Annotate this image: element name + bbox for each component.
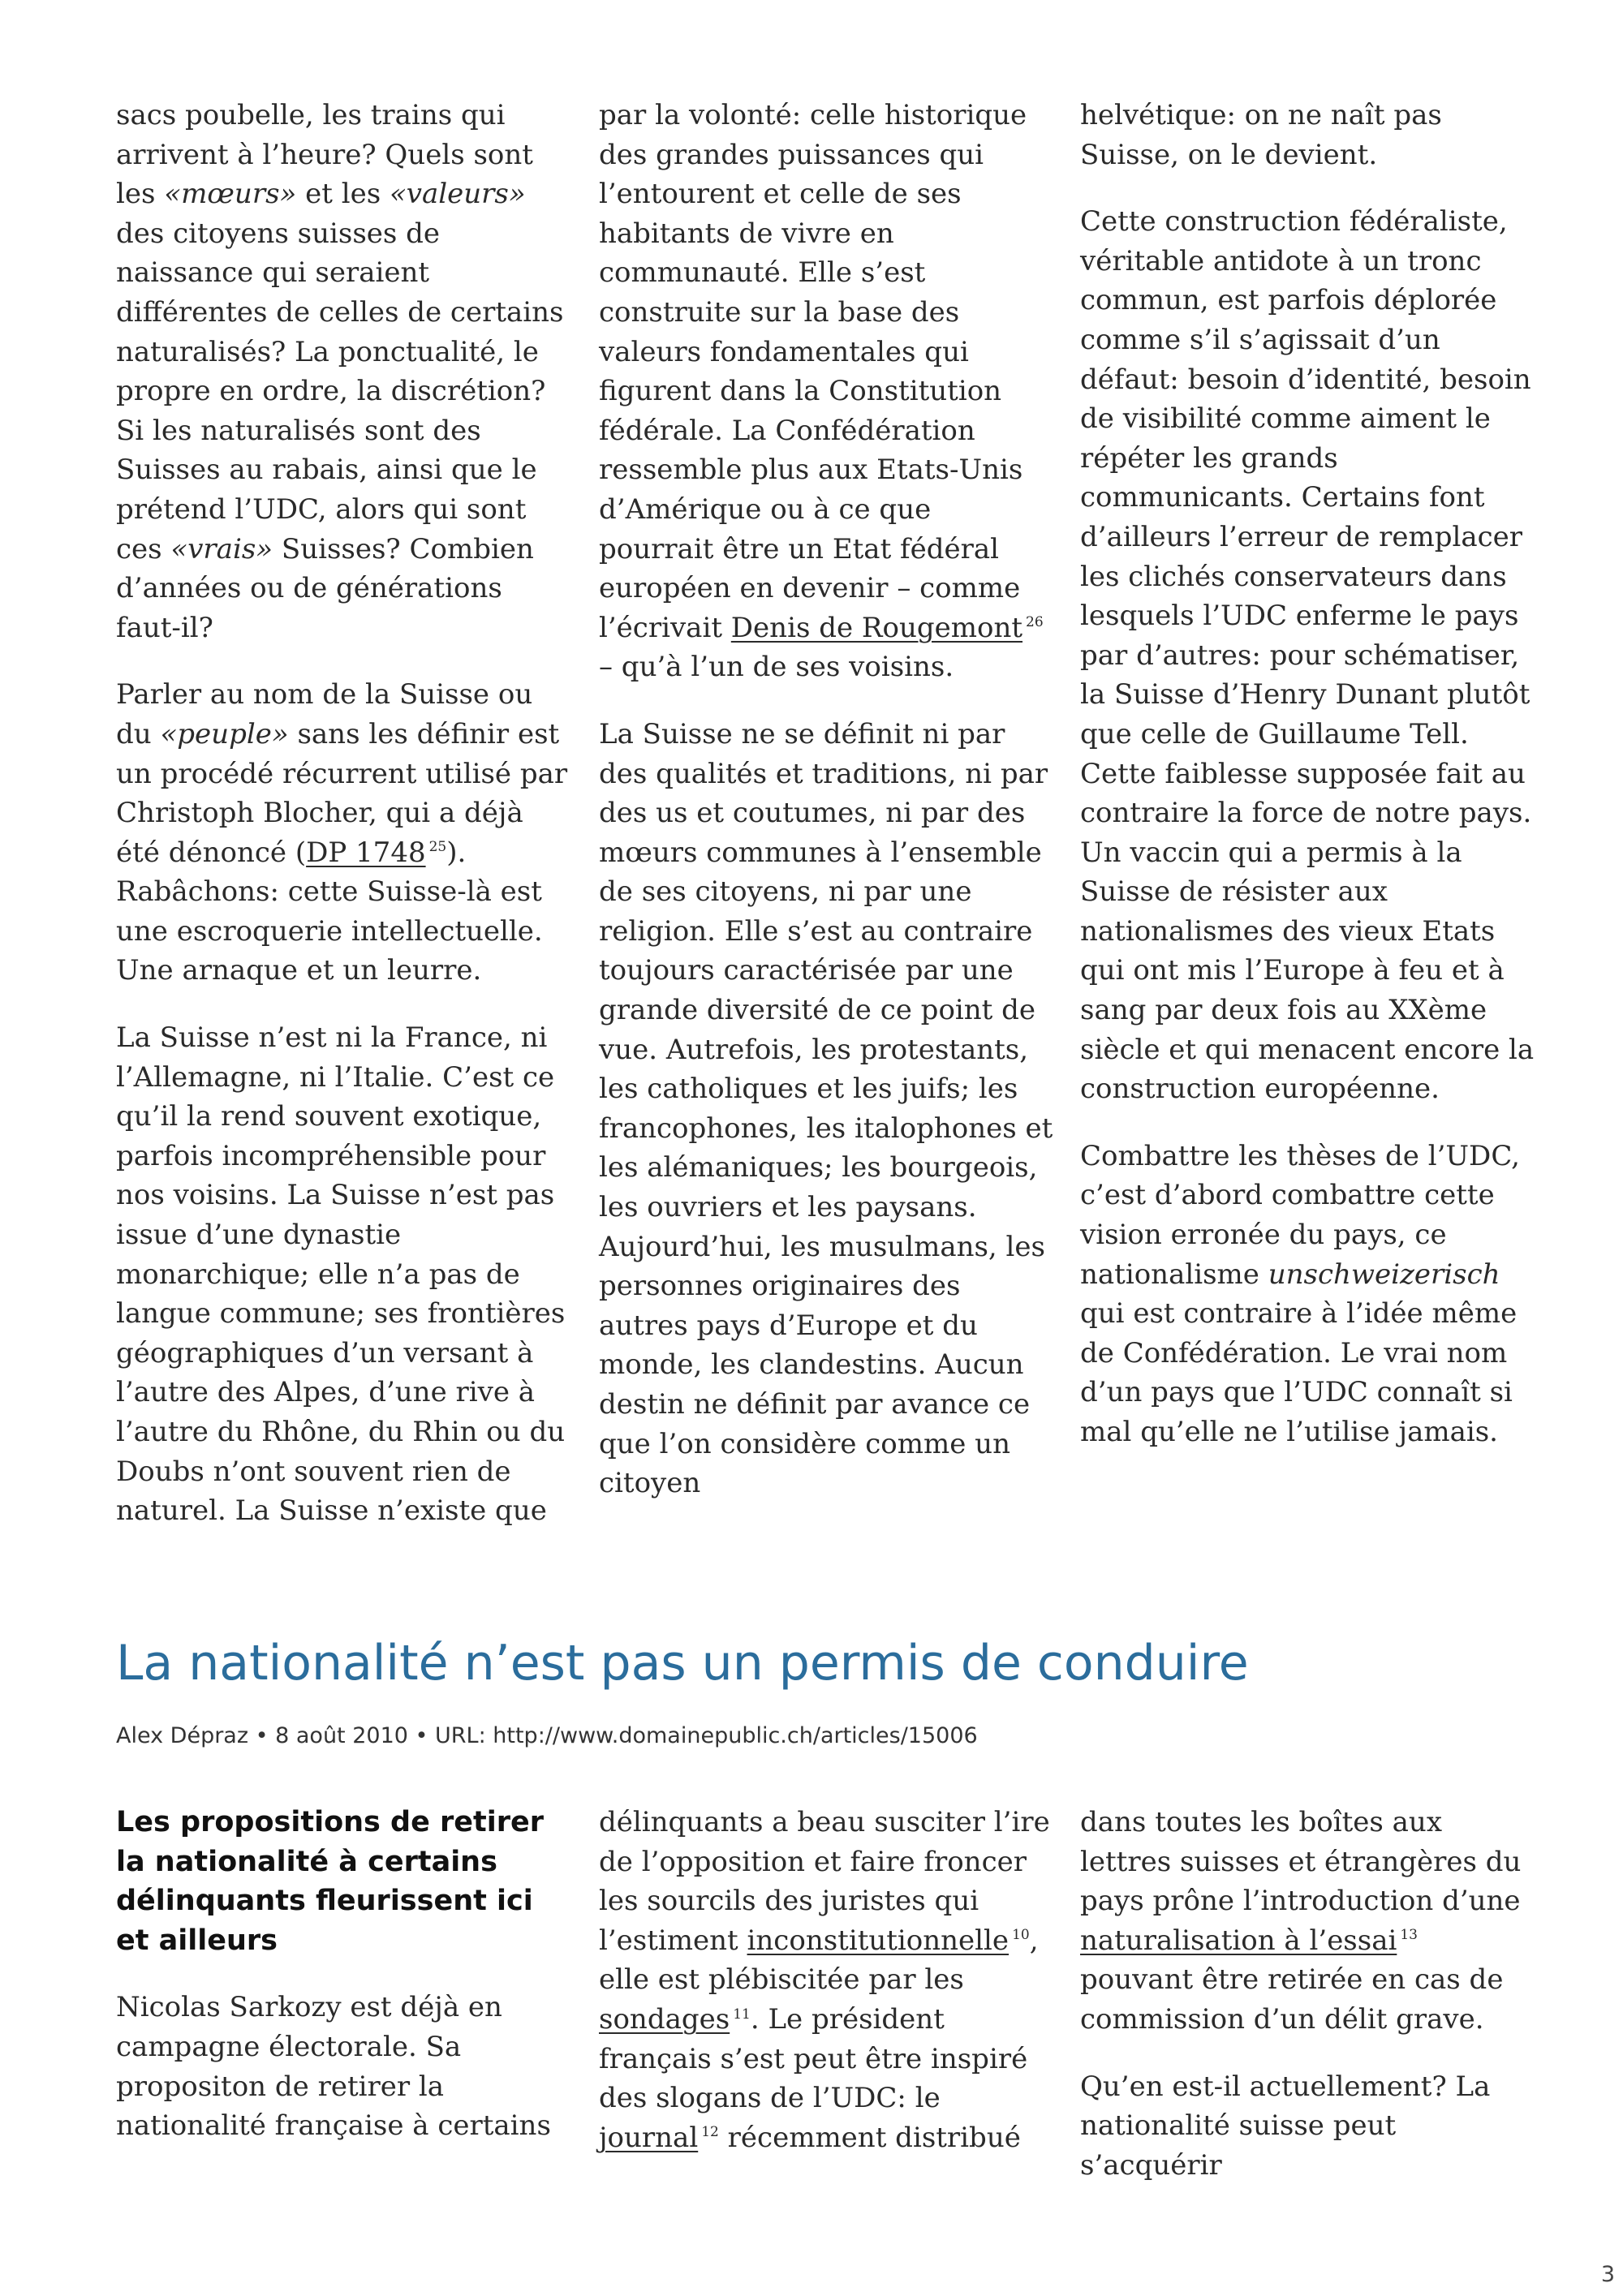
link-journal[interactable]: journal — [599, 2121, 699, 2154]
article-lead: Les propositions de retirer la nationalité à certains délinquants fleurissent ici et ailleurs — [116, 1806, 545, 1957]
text-column-3-article — [1080, 1803, 1535, 2185]
text-column-3-top — [1080, 96, 1535, 1452]
paragraph: par la volonté: celle historique des grandes puissances qui l’entourent et celle de ses habitants de vivre en communauté. Elle s’est construite sur la base des valeurs fondamentales qui figurent dans la Constitution fédérale. La Confédération ressemble plus aux Etats-Unis d’Amérique ou à ce que pourrait être un Etat fédéral européen en devenir – comme l’écrivait Denis de Rougemont $^{26}$ – qu’à l’un de ses voisins. — [599, 99, 1044, 684]
article-byline: Alex Dépraz • 8 août 2010 • URL: http://www.domainepublic.ch/articles/15006 — [116, 1723, 978, 1748]
emphasis: «peuple» — [160, 717, 289, 750]
emphasis: «mœurs» — [164, 178, 297, 211]
paragraph: Combattre les thèses de l’UDC, c’est d’abord combattre cette vision erronée du pays, ce nationalisme unschweizerisch qui est contraire à l’idée même de Confédération. Le vrai nom d’un pays que l’UDC connaît si mal qu’elle ne l’utilise jamais. — [1080, 1139, 1520, 1448]
link-sondages[interactable]: sondages — [599, 2002, 730, 2036]
paragraph: helvétique: on ne naît pas Suisse, on le devient. — [1080, 99, 1442, 171]
page-number: 3 — [1600, 2262, 1615, 2287]
paragraph: La Suisse n’est ni la France, ni l’Allemagne, ni l’Italie. C’est ce qu’il la rend souvent exotique, parfois incompréhensible pour nos voisins. La Suisse n’est pas issue d’une dynastie monarchique; elle n’a pas de langue commune; ses frontières géographiques d’un versant à l’autre des Alpes, d’une rive à l’autre du Rhône, du Rhin ou du Doubs n’ont souvent rien de naturel. La Suisse n’existe que — [116, 1021, 566, 1528]
footnote-ref: 10 — [1012, 1927, 1030, 1944]
paragraph: délinquants a beau susciter l’ire de l’opposition et faire froncer les sourcils des juristes qui l’estiment inconstitutionnelle $^{10}$, elle est plébiscitée par les sondages $^{11}$. Le président français s’est peut être inspiré des slogans de l’UDC: le journal $^{12}$ récemment distribué — [599, 1806, 1050, 2154]
emphasis: «vrais» — [170, 532, 273, 565]
footnote-ref: 13 — [1400, 1927, 1418, 1944]
link-naturalisation-a-l-essai[interactable]: naturalisation à l’essai — [1080, 1924, 1397, 1957]
text-column-1-top — [116, 96, 570, 1531]
footnote-ref: 11 — [733, 2006, 751, 2023]
paragraph: Cette construction fédéraliste, véritable antidote à un tronc commun, est parfois déplorée comme s’il s’agissait d’un défaut: besoin d’identité, besoin de visibilité comme aiment le répéter les grands communicants. Certains font d’ailleurs l’erreur de remplacer les clichés conservateurs dans lesquels l’UDC enferme le pays par d’autres: pour schématiser, la Suisse d’Henry Dunant plutôt que celle de Guillaume Tell. Cette faiblesse supposée fait au contraire la force de notre pays. Un vaccin qui a permis à la Suisse de résister aux nationalismes des vieux Etats qui ont mis l’Europe à feu et à sang par deux fois au XXème siècle et qui menacent encore la construction européenne. — [1080, 205, 1535, 1106]
emphasis: unschweizerisch — [1268, 1258, 1500, 1291]
paragraph: Qu’en est-il actuellement? La nationalité suisse peut s’acquérir — [1080, 2070, 1491, 2182]
link-denis-de-rougemont[interactable]: Denis de Rougemont — [730, 611, 1023, 644]
footnote-ref: 25 — [428, 839, 447, 856]
link-inconstitutionnelle[interactable]: inconstitutionnelle — [747, 1924, 1010, 1957]
paragraph: Nicolas Sarkozy est déjà en campagne électorale. Sa propositon de retirer la nationalité française à certains — [116, 1991, 551, 2143]
article-title: La nationalité n’est pas un permis de conduire — [116, 1635, 1249, 1692]
footnote-ref: 12 — [701, 2124, 719, 2141]
paragraph: dans toutes les boîtes aux lettres suisses et étrangères du pays prône l’introduction d’une naturalisation à l’essai $^{13}$ pouvant être retirée en cas de commission d’un délit grave. — [1080, 1806, 1522, 2036]
paragraph: La Suisse ne se définit ni par des qualités et traditions, ni par des us et coutumes, ni par des mœurs communes à l’ensemble de ses citoyens, ni par une religion. Elle s’est au contraire toujours caractérisée par une grande diversité de ce point de vue. Autrefois, les protestants, les catholiques et les juifs; les francophones, les italophones et les alémaniques; les bourgeois, les ouvriers et les paysans. Aujourd’hui, les musulmans, les personnes originaires des autres pays d’Europe et du monde, les clandestins. Aucun destin ne définit par avance ce que l’on considère comme un citoyen — [599, 717, 1053, 1500]
paragraph: Parler au nom de la Suisse ou du «peuple» sans les définir est un procédé récurrent utilisé par Christoph Blocher, qui a déjà été dénoncé (DP 1748 $^{25}$). Rabâchons: cette Suisse-là est une escroquerie intellectuelle. Une arnaque et un leurre. — [116, 678, 568, 987]
emphasis: «valeurs» — [389, 178, 526, 211]
link-dp-1748[interactable]: DP 1748 — [306, 836, 426, 869]
text-column-2-article — [599, 1803, 1053, 2157]
text-column-2-top — [599, 96, 1053, 1503]
text-column-1-article — [116, 1803, 570, 2146]
paragraph: sacs poubelle, les trains qui arrivent à l’heure? Quels sont les «mœurs» et les «valeurs» des citoyens suisses de naissance qui seraient différentes de celles de certains naturalisés? La ponctualité, le propre en ordre, la discrétion? Si les naturalisés sont des Suisses au rabais, ainsi que le prétend l’UDC, alors qui sont ces «vrais» Suisses? Combien d’années ou de générations faut-il? — [116, 99, 564, 644]
footnote-ref: 26 — [1026, 614, 1044, 631]
